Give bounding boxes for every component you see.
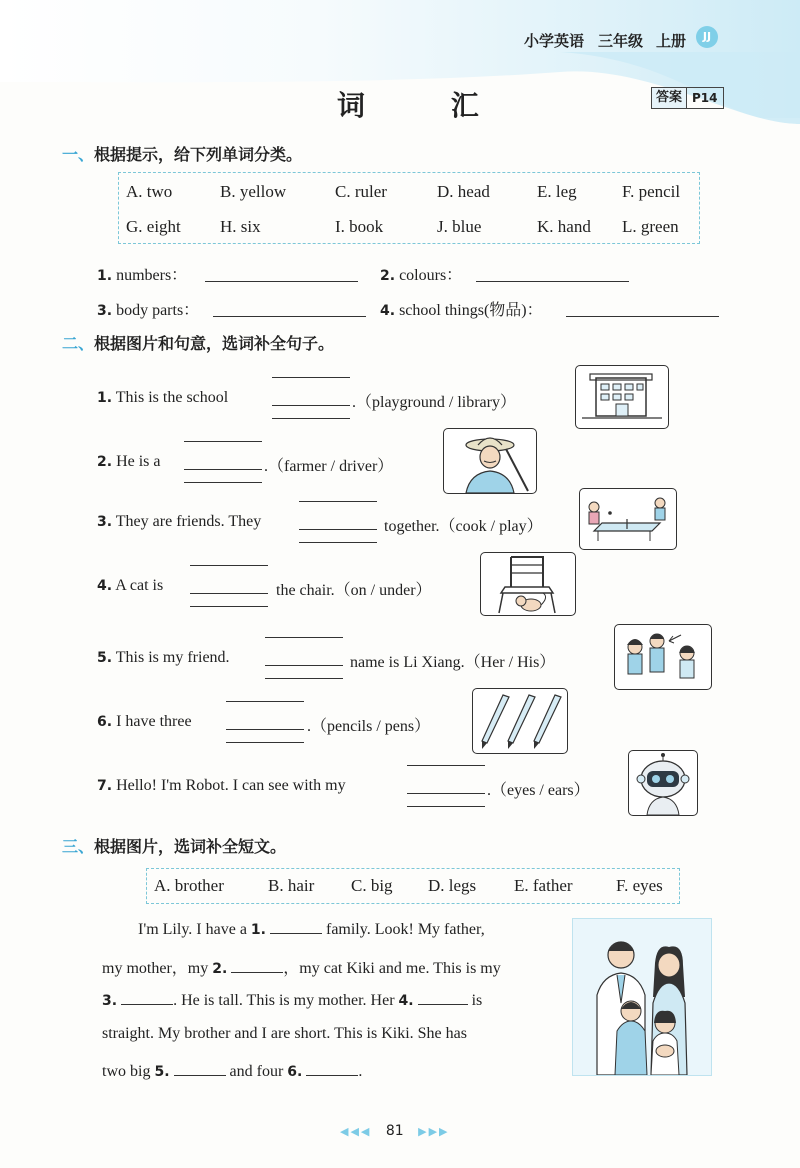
guide-line — [299, 542, 377, 543]
guide-line — [184, 482, 262, 483]
option-f: F. pencil — [622, 182, 681, 201]
header-subject: 小学英语 — [524, 32, 585, 50]
section-3-heading — [62, 834, 286, 857]
section-2-instruction: 根据图片和句意，选词补全句子。 — [94, 334, 335, 353]
guide-line — [407, 765, 485, 766]
blank-6[interactable] — [306, 1061, 358, 1076]
s1-question-2: 2. colours： — [380, 267, 463, 284]
passage-line-2: my mother，my 2. ，my cat Kiki and me. This is my — [102, 960, 501, 977]
guide-line — [226, 742, 304, 743]
section-1-heading — [62, 142, 302, 165]
blank-3[interactable] — [121, 990, 173, 1005]
passage-line-5: two big 5. and four 6. . — [102, 1063, 363, 1080]
section-2-heading — [62, 331, 334, 354]
option-g: G. eight — [126, 217, 181, 236]
option-d: D. head — [437, 182, 490, 201]
bank-d: D. legs — [428, 876, 477, 895]
page-title: 词 汇 — [337, 89, 517, 122]
left-arrows-icon: ◀◀◀ — [340, 1125, 372, 1138]
section-3-number: 三、 — [62, 837, 95, 856]
guide-line — [272, 418, 350, 419]
s2-question-7: 7. Hello! I'm Robot. I can see with my — [97, 777, 346, 794]
farmer-image — [443, 428, 537, 494]
s2-question-5: 5. This is my friend. — [97, 649, 230, 666]
bank-f: F. eyes — [616, 876, 663, 895]
blank-2[interactable] — [231, 958, 283, 973]
guide-line — [407, 806, 485, 807]
s2-question-3-rest: together.（cook / play） — [384, 518, 543, 535]
s2-answer-line-4[interactable] — [190, 593, 268, 594]
word-options-box — [118, 172, 700, 244]
option-b: B. yellow — [220, 182, 287, 201]
s2-question-2-rest: .（farmer / driver） — [264, 458, 394, 475]
passage-line-1: I'm Lily. I have a 1. family. Look! My father, — [138, 921, 485, 938]
right-arrows-icon: ▶▶▶ — [418, 1125, 450, 1138]
s2-answer-line-2[interactable] — [184, 469, 262, 470]
section-2-number: 二、 — [62, 334, 95, 353]
answer-label: 答案 — [652, 88, 686, 108]
s2-question-4: 4. A cat is — [97, 577, 164, 594]
s2-question-3: 3. They are friends. They — [97, 513, 262, 530]
option-e: E. leg — [537, 182, 577, 201]
blank-1[interactable] — [270, 919, 322, 934]
friends-image — [614, 624, 712, 690]
family-image — [572, 918, 712, 1076]
answer-reference[interactable] — [651, 87, 724, 109]
s2-answer-line-6[interactable] — [226, 729, 304, 730]
word-bank-box — [146, 868, 680, 904]
table-tennis-image — [579, 488, 677, 550]
blank-5[interactable] — [174, 1061, 226, 1076]
s2-question-1-rest: .（playground / library） — [352, 394, 516, 411]
option-l: L. green — [622, 217, 679, 236]
s2-answer-line-3[interactable] — [299, 529, 377, 530]
bank-e: E. father — [514, 876, 573, 895]
passage-line-4: straight. My brother and I are short. This is Kiki. She has — [102, 1025, 467, 1042]
guide-line — [299, 501, 377, 502]
robot-image — [628, 750, 698, 816]
option-a: A. two — [126, 182, 173, 201]
guide-line — [184, 441, 262, 442]
s2-question-6: 6. I have three — [97, 713, 192, 730]
s2-question-4-rest: the chair.（on / under） — [276, 582, 432, 599]
guide-line — [190, 606, 268, 607]
s2-question-5-rest: name is Li Xiang.（Her / His） — [350, 654, 556, 671]
s1-answer-line-3[interactable] — [213, 316, 366, 317]
guide-line — [190, 565, 268, 566]
section-1-number: 一、 — [62, 145, 95, 164]
bank-a: A. brother — [154, 876, 224, 895]
option-i: I. book — [335, 217, 384, 236]
page-number: 81 — [385, 1123, 404, 1139]
s1-question-3: 3. body parts： — [97, 302, 200, 319]
section-3-instruction: 根据图片，选词补全短文。 — [94, 837, 287, 856]
s2-answer-line-1[interactable] — [272, 405, 350, 406]
option-c: C. ruler — [335, 182, 387, 201]
header-grade: 三年级 — [598, 32, 644, 50]
s2-answer-line-7[interactable] — [407, 793, 485, 794]
answer-page: P14 — [686, 88, 723, 108]
cat-under-chair-image — [480, 552, 576, 616]
guide-line — [272, 377, 350, 378]
option-j: J. blue — [437, 217, 482, 236]
s2-question-7-rest: .（eyes / ears） — [487, 782, 590, 799]
bank-b: B. hair — [268, 876, 315, 895]
s2-question-1: 1. This is the school — [97, 389, 229, 406]
option-h: H. six — [220, 217, 261, 236]
blank-4[interactable] — [418, 990, 468, 1005]
edition-badge: JJ — [696, 26, 718, 48]
guide-line — [226, 701, 304, 702]
header-volume: 上册 — [656, 32, 687, 50]
s1-question-4: 4. school things(物品)： — [380, 302, 543, 319]
s2-question-2: 2. He is a — [97, 453, 161, 470]
pencils-image — [472, 688, 568, 754]
guide-line — [265, 678, 343, 679]
passage-line-3: 3. . He is tall. This is my mother. Her 4. is — [102, 992, 483, 1009]
option-k: K. hand — [537, 217, 591, 236]
library-building-image — [575, 365, 669, 429]
s1-answer-line-1[interactable] — [205, 281, 358, 282]
guide-line — [265, 637, 343, 638]
s1-answer-line-2[interactable] — [476, 281, 629, 282]
s2-question-6-rest: .（pencils / pens） — [307, 718, 431, 735]
section-1-instruction: 根据提示，给下列单词分类。 — [94, 145, 303, 164]
bank-c: C. big — [351, 876, 393, 895]
s2-answer-line-5[interactable] — [265, 665, 343, 666]
s1-answer-line-4[interactable] — [566, 316, 719, 317]
s1-question-1: 1. numbers： — [97, 267, 188, 284]
page-footer — [340, 1123, 450, 1139]
